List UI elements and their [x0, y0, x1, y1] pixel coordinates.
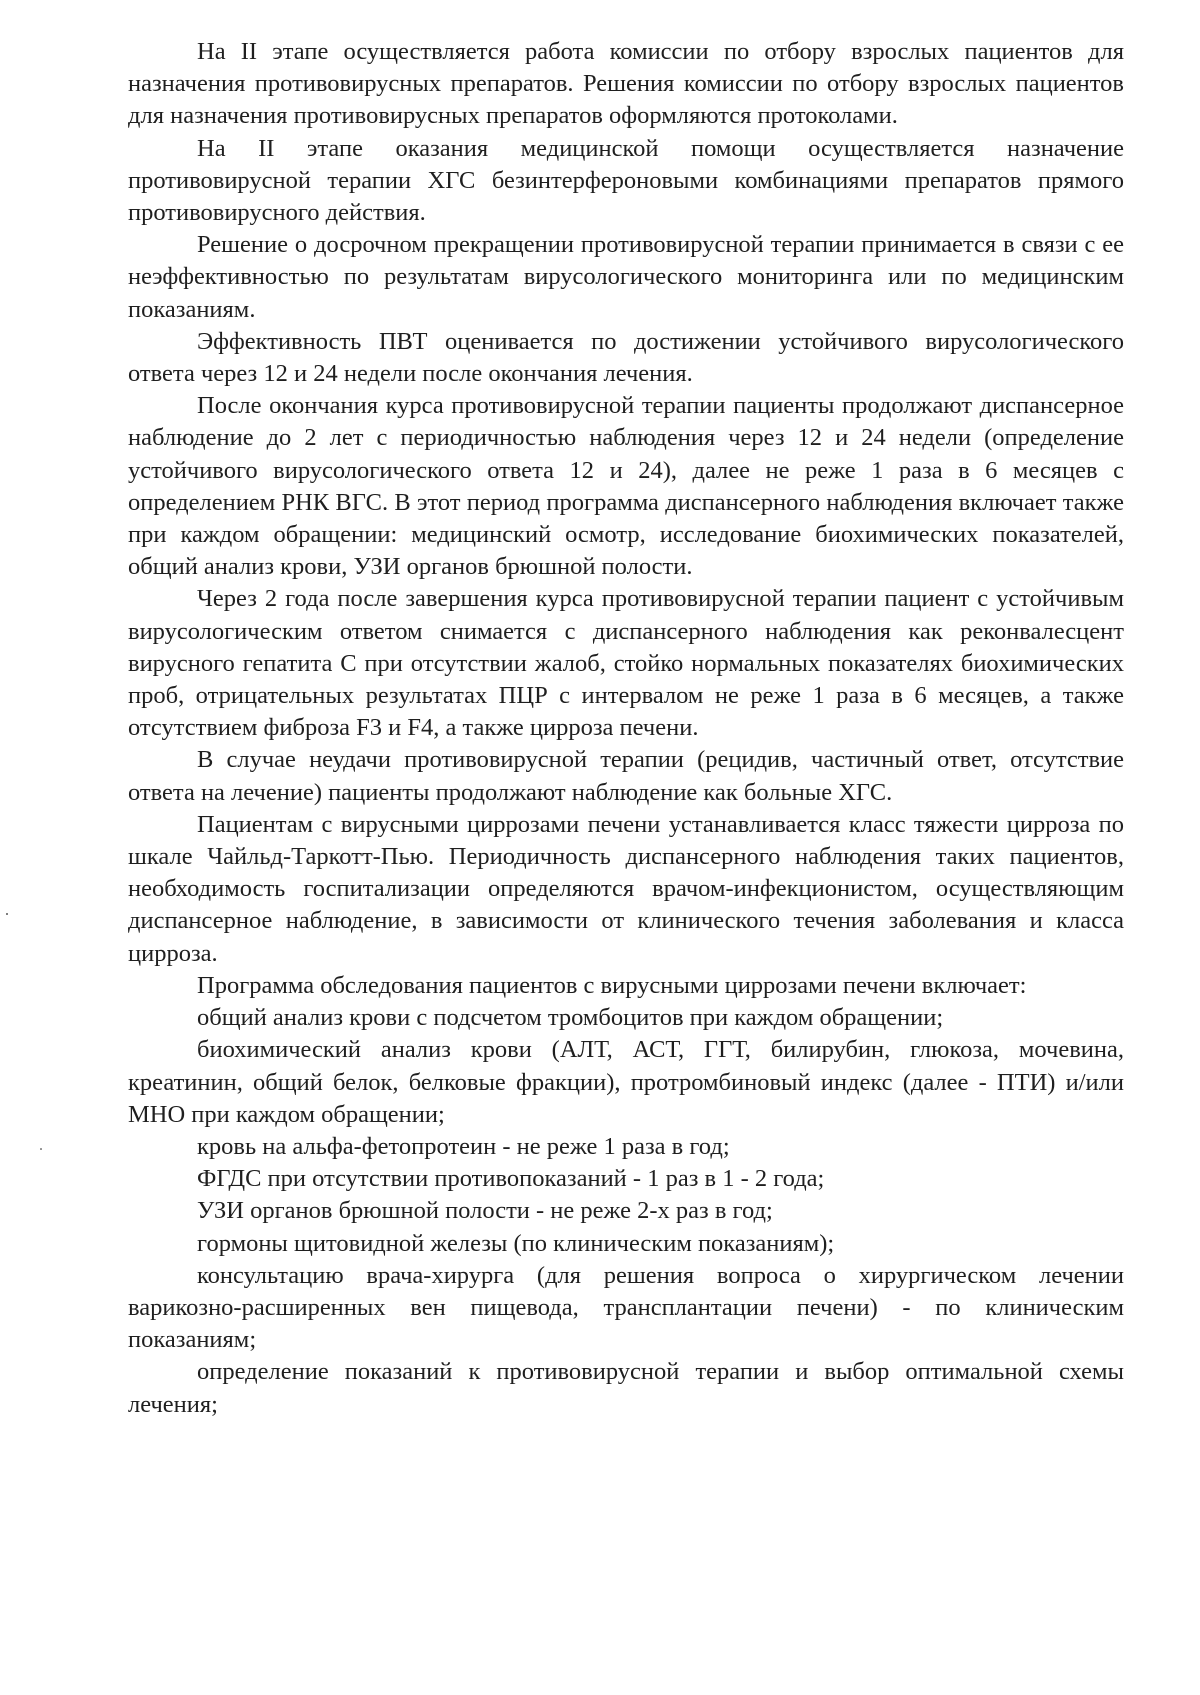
- paragraph-early-termination: Решение о досрочном прекращении противовирусной терапии принимается в связи с ее неэффективностью по результатам вирусологического мониторинга или по медицинским показаниям.: [128, 231, 1124, 323]
- document-body: [128, 36, 1124, 1421]
- list-item: гормоны щитовидной железы (по клиническим показаниям);: [197, 1229, 835, 1257]
- list-item: определение показаний к противовирусной терапии и выбор оптимальной схемы лечения;: [128, 1358, 1124, 1418]
- paragraph-commission: На II этапе осуществляется работа комиссии по отбору взрослых пациентов для назначения противовирусных препаратов. Решения комиссии по отбору взрослых пациентов для назначения противовирусных препаратов оформляются протоколами.: [128, 38, 1124, 130]
- paragraph-efficacy: Эффективность ПВТ оценивается по достижении устойчивого вирусологического ответа через 12 и 24 недели после окончания лечения.: [128, 327, 1124, 388]
- list-item: общий анализ крови с подсчетом тромбоцитов при каждом обращении;: [197, 1004, 944, 1032]
- paragraph-therapy-assignment: На II этапе оказания медицинской помощи осуществляется назначение противовирусной терапии ХГС безинтерфероновыми комбинациями препаратов прямого противовирусного действия.: [128, 134, 1124, 227]
- exam-program-list: [128, 1002, 1124, 1421]
- paragraph-deregistration: Через 2 года после завершения курса противовирусной терапии пациент с устойчивым вирусологическим ответом снимается с диспансерного наблюдения как реконвалесцент вирусного гепатита С при отсутствии жалоб, стойко нормальных показателях биохимических проб, отрицательных результатах ПЦР с интервалом не реже 1 раза в 6 месяцев, а также отсутствием фиброза F3 и F4, а также цирроза печени.: [128, 585, 1124, 742]
- list-item: УЗИ органов брюшной полости - не реже 2-х раз в год;: [197, 1197, 773, 1225]
- paragraph-exam-program: Программа обследования пациентов с вирусными циррозами печени включает:: [197, 971, 1027, 999]
- list-item: консультацию врача-хирурга (для решения вопроса о хирургическом лечении варикозно-расширенных вен пищевода, трансплантации печени) - по клиническим показаниям;: [128, 1261, 1124, 1354]
- scan-speck: [40, 1148, 42, 1150]
- scan-speck: [6, 913, 8, 915]
- paragraph-therapy-failure: В случае неудачи противовирусной терапии (рецидив, частичный ответ, отсутствие ответа на лечение) пациенты продолжают наблюдение как больные ХГС.: [128, 746, 1124, 806]
- paragraph-cirrhosis-class: Пациентам с вирусными циррозами печени устанавливается класс тяжести цирроза по шкале Чайльд-Таркотт-Пью. Периодичность диспансерного наблюдения таких пациентов, необходимость госпитализации определяются врачом-инфекционистом, осуществляющим диспансерное наблюдение, в зависимости от клинического течения заболевания и класса цирроза.: [128, 810, 1124, 967]
- list-item: биохимический анализ крови (АЛТ, АСТ, ГГТ, билирубин, глюкоза, мочевина, креатинин, общий белок, белковые фракции), протромбиновый индекс (далее - ПТИ) и/или МНО при каждом обращении;: [128, 1036, 1124, 1128]
- list-item: кровь на альфа-фетопротеин - не реже 1 раза в год;: [197, 1132, 730, 1160]
- paragraph-followup: После окончания курса противовирусной терапии пациенты продолжают диспансерное наблюдение до 2 лет с периодичностью наблюдения через 12 и 24 недели (определение устойчивого вирусологического ответа 12 и 24), далее не реже 1 раза в 6 месяцев с определением РНК ВГС. В этот период программа диспансерного наблюдения включает также при каждом обращении: медицинский осмотр, исследование биохимических показателей, общий анализ крови, УЗИ органов брюшной полости.: [128, 392, 1124, 581]
- list-item: ФГДС при отсутствии противопоказаний - 1 раз в 1 - 2 года;: [197, 1165, 825, 1193]
